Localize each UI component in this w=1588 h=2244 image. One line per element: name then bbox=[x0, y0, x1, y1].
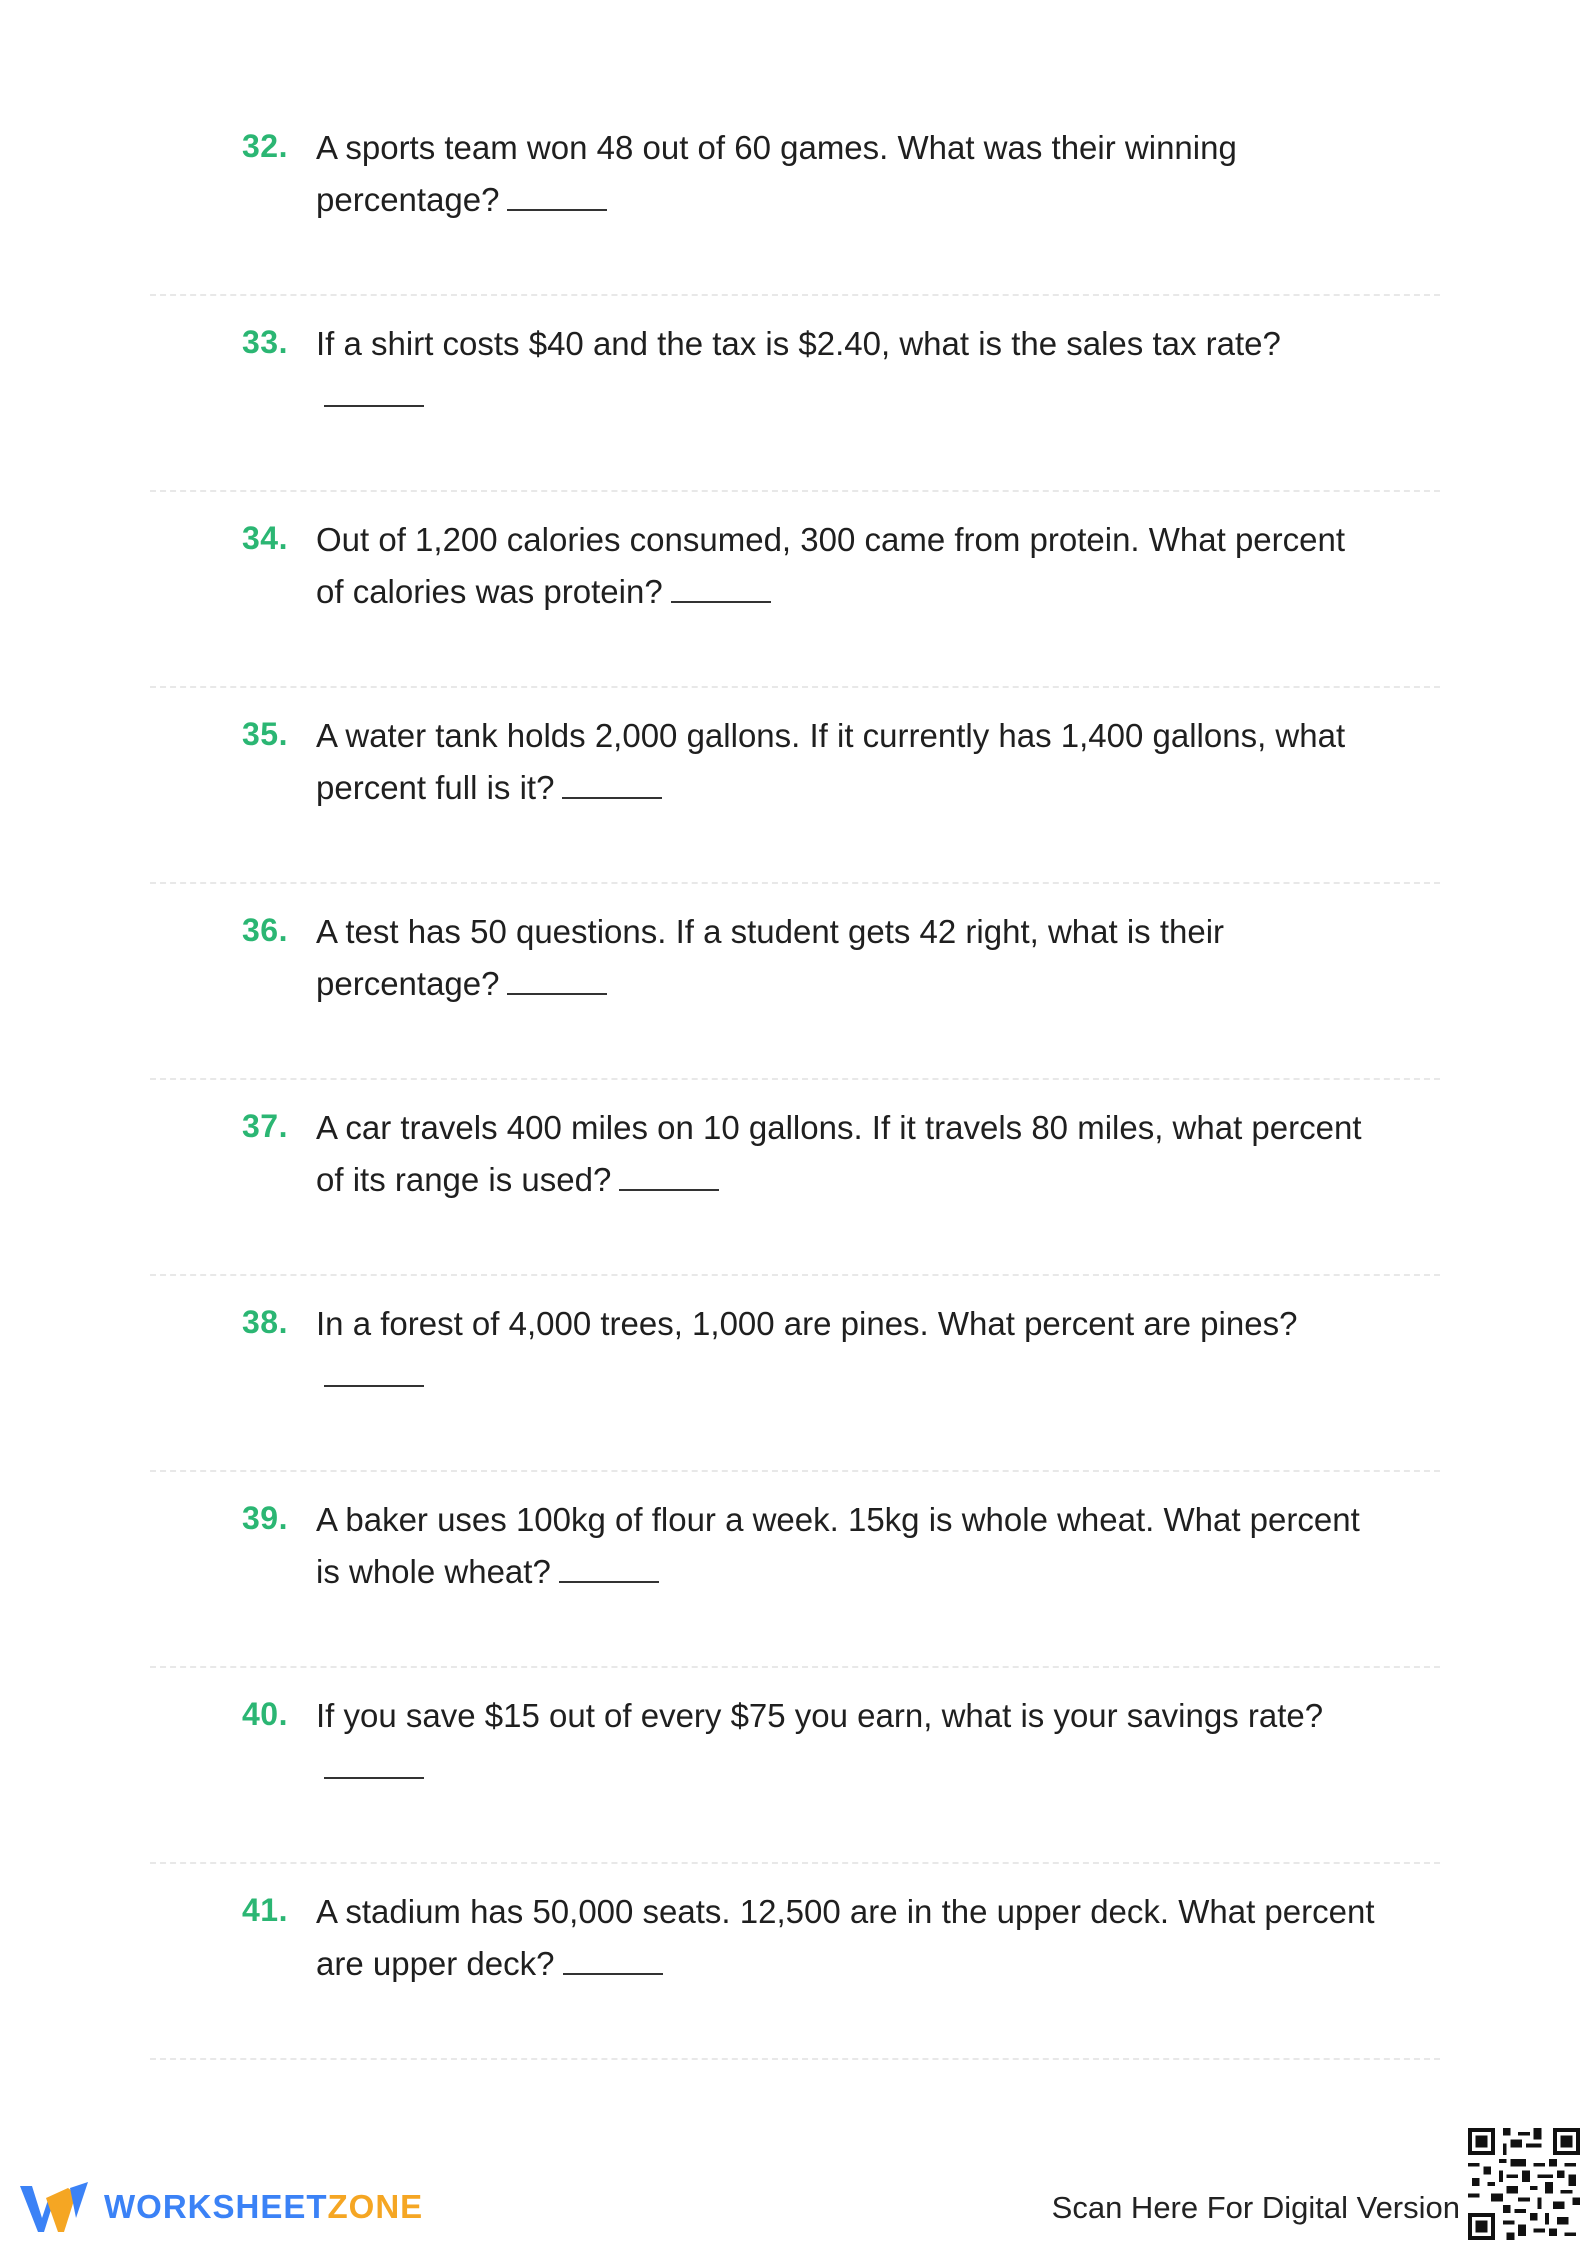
answer-blank[interactable] bbox=[559, 1551, 659, 1583]
question-text: A sports team won 48 out of 60 games. What was their winning percentage? bbox=[316, 129, 1237, 218]
question-item bbox=[150, 1864, 1440, 2060]
brand-w-icon bbox=[18, 2178, 92, 2236]
question-text: A baker uses 100kg of flour a week. 15kg is whole wheat. What percent is whole wheat? bbox=[316, 1501, 1360, 1590]
question-item bbox=[150, 1668, 1440, 1864]
question-number: 37. bbox=[242, 1108, 288, 1144]
question-text-wrap bbox=[316, 1886, 1376, 1990]
question-item bbox=[150, 296, 1440, 492]
question-text-wrap bbox=[316, 906, 1376, 1010]
answer-blank[interactable] bbox=[671, 571, 771, 603]
answer-blank[interactable] bbox=[324, 1355, 424, 1387]
answer-blank[interactable] bbox=[619, 1159, 719, 1191]
question-text: If you save $15 out of every $75 you earn, what is your savings rate? bbox=[316, 1697, 1324, 1734]
question-number: 38. bbox=[242, 1304, 288, 1340]
question-number: 33. bbox=[242, 324, 288, 360]
question-text: Out of 1,200 calories consumed, 300 came from protein. What percent of calories was protein? bbox=[316, 521, 1346, 610]
question-item bbox=[150, 100, 1440, 296]
question-text-wrap bbox=[316, 1102, 1376, 1206]
question-text-wrap bbox=[316, 122, 1376, 226]
brand-word-part1: WORKSHEET bbox=[104, 2188, 328, 2225]
question-text-wrap bbox=[316, 318, 1376, 422]
brand-wordmark bbox=[104, 2188, 423, 2226]
question-number: 35. bbox=[242, 716, 288, 752]
question-item bbox=[150, 1080, 1440, 1276]
question-text: A test has 50 questions. If a student gets 42 right, what is their percentage? bbox=[316, 913, 1225, 1002]
answer-blank[interactable] bbox=[324, 375, 424, 407]
brand-word-part2: ZONE bbox=[327, 2188, 424, 2225]
question-text-wrap bbox=[316, 1494, 1376, 1598]
question-text: In a forest of 4,000 trees, 1,000 are pines. What percent are pines? bbox=[316, 1305, 1298, 1342]
question-text-wrap bbox=[316, 1298, 1376, 1402]
question-item bbox=[150, 492, 1440, 688]
scan-label: Scan Here For Digital Version bbox=[1051, 2190, 1460, 2225]
question-item bbox=[150, 1472, 1440, 1668]
question-text: A car travels 400 miles on 10 gallons. If it travels 80 miles, what percent of its range is used? bbox=[316, 1109, 1362, 1198]
question-text: A stadium has 50,000 seats. 12,500 are in the upper deck. What percent are upper deck? bbox=[316, 1893, 1375, 1982]
question-number: 32. bbox=[242, 128, 288, 164]
question-number: 34. bbox=[242, 520, 288, 556]
question-text: If a shirt costs $40 and the tax is $2.40, what is the sales tax rate? bbox=[316, 325, 1281, 362]
question-text-wrap bbox=[316, 1690, 1376, 1794]
question-number: 40. bbox=[242, 1696, 288, 1732]
question-item bbox=[150, 1276, 1440, 1472]
question-item bbox=[150, 884, 1440, 1080]
question-number: 41. bbox=[242, 1892, 288, 1928]
qr-code-icon[interactable] bbox=[1468, 2128, 1580, 2240]
question-text-wrap bbox=[316, 514, 1376, 618]
answer-blank[interactable] bbox=[563, 1943, 663, 1975]
answer-blank[interactable] bbox=[507, 179, 607, 211]
question-number: 36. bbox=[242, 912, 288, 948]
brand-logo[interactable] bbox=[18, 2178, 423, 2236]
answer-blank[interactable] bbox=[324, 1747, 424, 1779]
question-text: A water tank holds 2,000 gallons. If it currently has 1,400 gallons, what percent full is it? bbox=[316, 717, 1346, 806]
answer-blank[interactable] bbox=[562, 767, 662, 799]
question-text-wrap bbox=[316, 710, 1376, 814]
question-number: 39. bbox=[242, 1500, 288, 1536]
question-item bbox=[150, 688, 1440, 884]
answer-blank[interactable] bbox=[507, 963, 607, 995]
